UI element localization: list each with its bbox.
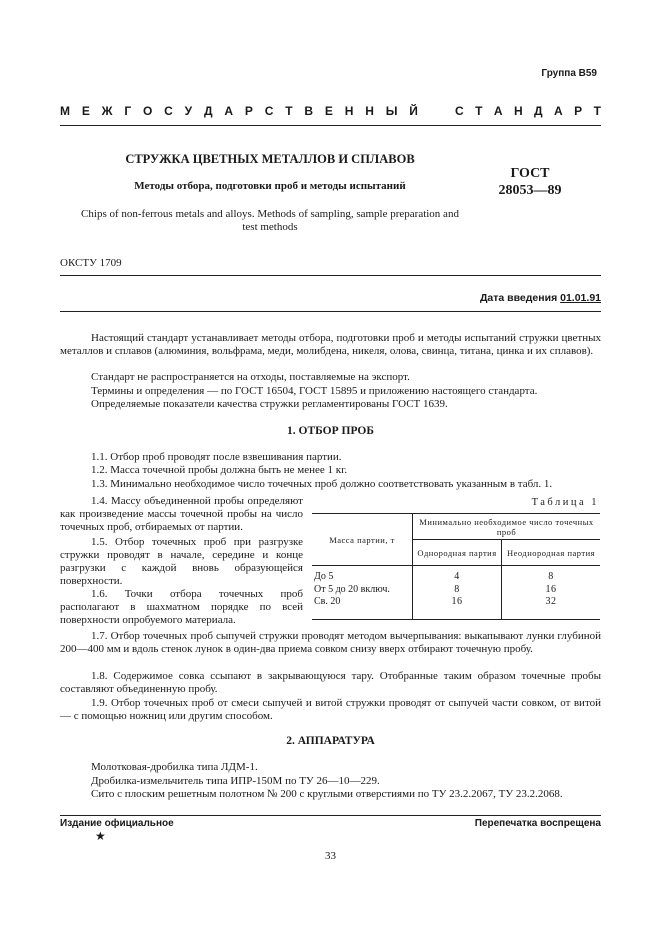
gost-number: 28053—89	[498, 183, 562, 198]
banner-letter: Т	[285, 104, 293, 118]
clause-1-6: 1.6. Точки отбора точечных проб располагают в шахматном порядке по всей поверхности опробуемого материала.	[60, 588, 303, 626]
banner-letter: Е	[324, 104, 333, 118]
section-heading-sampling: 1. ОТБОР ПРОБ	[287, 425, 374, 437]
official-edition: Издание официальное	[60, 818, 174, 829]
table-cell-mass: Св. 20	[312, 596, 413, 619]
english-title: Chips of non-ferrous metals and alloys. Methods of sampling, sample preparation and test methods	[81, 208, 459, 233]
table-header-homogeneous: Однородная партия	[413, 540, 502, 566]
effective-date-value: 01.01.91	[560, 292, 601, 304]
group-code: Группа В59	[541, 68, 597, 79]
clause-1-4: 1.4. Массу объединенной пробы определяют как произведение массы точечной пробы на число точечных проб, отбираемых от партии.	[60, 495, 303, 533]
banner-letter: Р	[574, 104, 583, 118]
table-header-min-samples: Минимально необходимое число точечных проб	[413, 514, 601, 540]
intro-paragraph-export: Стандарт не распространяется на отходы, поставляемые на экспорт.	[91, 371, 410, 383]
banner-letter: Ж	[101, 104, 113, 118]
page-number: 33	[325, 850, 336, 862]
table-header-mass: Масса партии, т	[312, 514, 413, 566]
apparatus-sieve: Сито с плоским решетным полотном № 200 с круглыми отверстиями по ТУ 23.2.2067, ТУ 23.2.2068.	[91, 788, 563, 800]
banner-letter: Р	[244, 104, 253, 118]
effective-date-label: Дата введения	[479, 292, 558, 304]
document-subtitle: Методы отбора, подготовки проб и методы испытаний	[134, 180, 406, 192]
banner-letter: Т	[593, 104, 601, 118]
banner-letter: Н	[365, 104, 374, 118]
table-cell-heterogeneous: 32	[502, 596, 600, 619]
banner-letter: С	[164, 104, 173, 118]
standard-banner	[60, 101, 601, 121]
table-header-heterogeneous: Неоднородная партия	[502, 540, 600, 566]
banner-word-standard	[455, 104, 601, 118]
banner-letter: Г	[124, 104, 132, 118]
table-cell-homogeneous: 16	[413, 596, 502, 619]
banner-letter: А	[224, 104, 234, 118]
table-row	[312, 596, 600, 619]
banner-letter: А	[493, 104, 503, 118]
document-title: СТРУЖКА ЦВЕТНЫХ МЕТАЛЛОВ И СПЛАВОВ	[125, 152, 415, 166]
gost-label: ГОСТ	[510, 166, 550, 181]
table-cell-mass: От 5 до 20 включ.	[314, 583, 390, 595]
clause-1-5: 1.5. Отбор точечных проб при разгрузке стружки проводят в начале, середине и конце разгрузки с каждой вновь образующейся поверхности.	[60, 536, 303, 587]
banner-letter: Н	[513, 104, 523, 118]
banner-letter: Е	[81, 104, 90, 118]
clause-1-9: 1.9. Отбор точечных проб от смеси сыпучей и витой стружки проводят от сыпучей части совком, от витой — с помощью ножниц или другим способом.	[60, 697, 601, 722]
banner-letter: Д	[534, 104, 543, 118]
table-row	[312, 566, 600, 584]
banner-letter: М	[60, 104, 70, 118]
reprint-prohibited: Перепечатка воспрещена	[474, 818, 601, 829]
star-icon: ★	[95, 829, 106, 843]
intro-paragraph-indicators: Определяемые показатели качества стружки регламентированы ГОСТ 1639.	[91, 398, 448, 410]
table-cell-mass: До 5	[312, 566, 413, 584]
okstu-code: ОКСТУ 1709	[60, 257, 122, 269]
clause-1-2: 1.2. Масса точечной пробы должна быть не менее 1 кг.	[91, 464, 348, 476]
banner-letter: С	[455, 104, 464, 118]
apparatus-hammer-crusher: Молотковая-дробилка типа ЛДМ-1.	[91, 761, 258, 773]
table-cell-homogeneous: 4	[413, 566, 502, 584]
table-cell-homogeneous: 8	[413, 584, 502, 597]
effective-date	[480, 292, 601, 304]
banner-letter: Й	[409, 104, 418, 118]
table-row	[312, 584, 600, 597]
table-cell-heterogeneous: 16	[502, 584, 600, 597]
table-cell-heterogeneous: 8	[502, 566, 600, 584]
date-rule	[60, 311, 601, 312]
banner-letter: Ы	[385, 104, 398, 118]
apparatus-crusher-grinder: Дробилка-измельчитель типа ИПР-150М по ТУ 26—10—229.	[91, 775, 380, 787]
banner-letter: С	[264, 104, 274, 118]
clause-1-7: 1.7. Отбор точечных проб сыпучей стружки проводят методом вычерпывания: выкапывают лунки глубиной 200—400 мм и вдоль стенок лунок в один-два приема совком снизу вверх отбирают точечную пробу.	[60, 630, 601, 655]
banner-letter: Д	[203, 104, 213, 118]
okstu-rule	[60, 275, 601, 276]
clause-1-3: 1.3. Минимально необходимое число точечных проб должно соответствовать указанным в табл. 1.	[91, 478, 553, 490]
banner-letter: Т	[475, 104, 483, 118]
banner-letter: О	[143, 104, 153, 118]
intro-paragraph-scope: Настоящий стандарт устанавливает методы отбора, подготовки проб и методы испытаний стружки цветных металлов и сплавов (алюминия, вольфрама, меди, молибдена, никеля, олова, свинца, титана, цинка и их сплавов).	[60, 332, 601, 357]
banner-letter: В	[304, 104, 314, 118]
clause-1-8: 1.8. Содержимое совка ссыпают в закрывающуюся тару. Отобранные таким образом точечные пробы составляют объединенную пробу.	[60, 670, 601, 695]
banner-letter: У	[184, 104, 193, 118]
section-heading-apparatus: 2. АППАРАТУРА	[286, 735, 375, 747]
banner-word-interstate	[60, 104, 418, 118]
gost-block	[470, 165, 590, 199]
clause-1-1: 1.1. Отбор проб проводят после взвешивания партии.	[91, 451, 342, 463]
footer-rule	[60, 815, 601, 816]
header-rule	[60, 125, 601, 126]
intro-paragraph-terms: Термины и определения — по ГОСТ 16504, ГОСТ 15895 и приложению настоящего стандарта.	[91, 385, 538, 397]
sampling-table	[312, 513, 600, 620]
table-caption: Таблица 1	[531, 497, 599, 508]
banner-letter: А	[554, 104, 563, 118]
banner-letter: Н	[344, 104, 354, 118]
